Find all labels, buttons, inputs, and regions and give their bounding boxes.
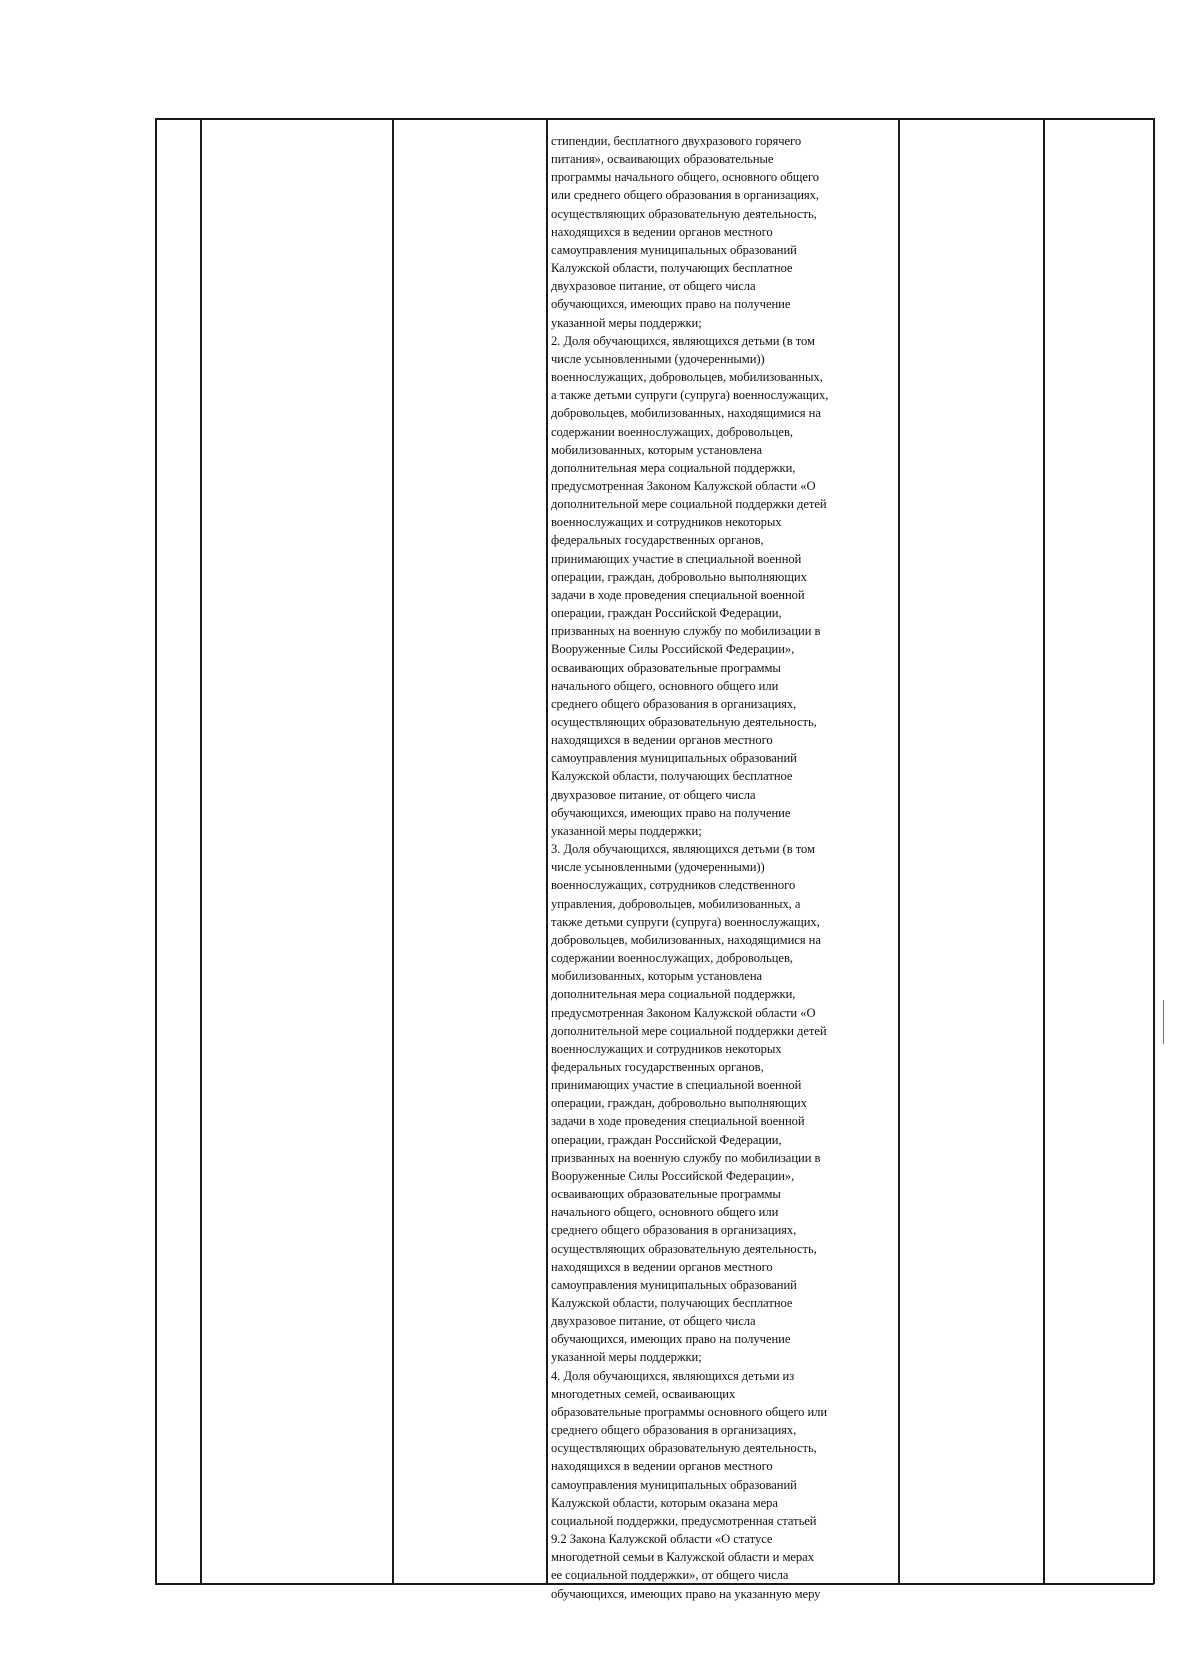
cell-text-line: осваивающих образовательные программы (551, 660, 781, 675)
column-divider-4 (546, 118, 548, 1584)
cell-text-line: мобилизованных, которым установлена (551, 442, 763, 457)
cell-text-line: указанной меры поддержки; (551, 823, 702, 838)
cell-text-line: находящихся в ведении органов местного (551, 1259, 773, 1274)
cell-text-line: самоуправления муниципальных образований (551, 1477, 797, 1492)
cell-text-line: также детьми супруги (супруга) военнослужащих, (551, 914, 820, 929)
cell-text-line: 9.2 Закона Калужской области «О статусе (551, 1532, 773, 1547)
scan-edge-mark (1163, 1000, 1164, 1044)
column-divider-6 (1043, 118, 1045, 1584)
cell-text-line: Калужской области, которым оказана мера (551, 1495, 778, 1510)
cell-text-line: осуществляющих образовательную деятельность, (551, 206, 817, 221)
cell-text-line: образовательные программы основного общего или (551, 1404, 828, 1419)
cell-text-line: 3. Доля обучающихся, являющихся детьми (в том (551, 842, 815, 857)
cell-text-line: добровольцев, мобилизованных, находящимися на (551, 406, 821, 421)
cell-text-line: двухразовое питание, от общего числа (551, 1314, 756, 1329)
cell-text-line: обучающихся, имеющих право на получение (551, 1332, 791, 1347)
cell-text-line: дополнительной мере социальной поддержки детей (551, 497, 827, 512)
cell-text-line: находящихся в ведении органов местного (551, 1459, 773, 1474)
cell-text-line: принимающих участие в специальной военной (551, 1078, 802, 1093)
cell-text-line: дополнительная мера социальной поддержки, (551, 460, 796, 475)
cell-text-line: операции, граждан, добровольно выполняющих (551, 569, 807, 584)
cell-text-line: находящихся в ведении органов местного (551, 224, 773, 239)
cell-text-line: питания», осваивающих образовательные (551, 152, 774, 167)
cell-text-line: военнослужащих, сотрудников следственного (551, 878, 796, 893)
cell-text-line: военнослужащих, добровольцев, мобилизованных, (551, 370, 823, 385)
cell-text-line: многодетных семей, осваивающих (551, 1386, 736, 1401)
cell-text-line: управления, добровольцев, мобилизованных, а (551, 896, 801, 911)
cell-text-line: дополнительной мере социальной поддержки детей (551, 1023, 827, 1038)
column-divider-7 (1153, 118, 1155, 1584)
cell-text-line: обучающихся, имеющих право на получение (551, 297, 791, 312)
cell-text-line: стипендии, бесплатного двухразового горячего (551, 134, 802, 148)
cell-text-line: находящихся в ведении органов местного (551, 733, 773, 748)
cell-text-line: федеральных государственных органов, (551, 1059, 764, 1074)
cell-text-line: задачи в ходе проведения специальной военной (551, 1114, 805, 1129)
cell-text-line: Калужской области, получающих бесплатное (551, 769, 793, 784)
cell-text-line: обучающихся, имеющих право на указанную меру (551, 1586, 821, 1601)
cell-text-line: военнослужащих и сотрудников некоторых (551, 1041, 782, 1056)
cell-text-line: самоуправления муниципальных образований (551, 1277, 797, 1292)
cell-text-line: Калужской области, получающих бесплатное (551, 1296, 793, 1310)
cell-text-line: осуществляющих образовательную деятельность, (551, 1241, 817, 1256)
cell-text-line: а также детьми супруги (супруга) военнослужащих, (551, 388, 829, 403)
cell-text-line: содержании военнослужащих, добровольцев, (551, 951, 793, 966)
cell-text-line: двухразовое питание, от общего числа (551, 279, 756, 294)
cell-text-line: мобилизованных, которым установлена (551, 969, 763, 984)
column-divider-2 (200, 118, 202, 1584)
cell-text-line: военнослужащих и сотрудников некоторых (551, 515, 782, 530)
cell-text-line: 2. Доля обучающихся, являющихся детьми (в том (551, 333, 815, 348)
cell-text-line: числе усыновленными (удочеренными)) (551, 351, 765, 366)
cell-text-line: призванных на военную службу по мобилизации в (551, 624, 821, 639)
cell-text-line: начального общего, основного общего или (551, 678, 779, 693)
cell-text-line: начального общего, основного общего или (551, 1205, 779, 1220)
indicator-cell-text (551, 132, 896, 1601)
column-divider-1 (155, 118, 157, 1584)
cell-text-line: указанной меры поддержки; (551, 1350, 702, 1365)
cell-text-line: или среднего общего образования в организациях, (551, 188, 819, 203)
column-divider-3 (392, 118, 394, 1584)
column-divider-5 (898, 118, 900, 1584)
cell-text-line: многодетной семьи в Калужской области и мерах (551, 1550, 814, 1565)
cell-text-line: призванных на военную службу по мобилизации в (551, 1150, 821, 1165)
cell-text-line: принимающих участие в специальной военной (551, 551, 802, 566)
cell-text-line: Калужской области, получающих бесплатное (551, 261, 793, 276)
cell-text-line: операции, граждан Российской Федерации, (551, 1132, 782, 1147)
cell-text-line: указанной меры поддержки; (551, 315, 702, 330)
cell-text-line: предусмотренная Законом Калужской области «О (551, 1005, 816, 1020)
cell-text-line: дополнительная мера социальной поддержки, (551, 987, 796, 1002)
cell-text-line: среднего общего образования в организациях, (551, 1423, 797, 1438)
cell-text-line: федеральных государственных органов, (551, 533, 764, 548)
cell-text-line: двухразовое питание, от общего числа (551, 787, 756, 802)
cell-text-line: операции, граждан Российской Федерации, (551, 606, 782, 621)
cell-text-line: среднего общего образования в организациях, (551, 1223, 797, 1238)
cell-text-line: задачи в ходе проведения специальной военной (551, 587, 805, 602)
cell-text-line: ее социальной поддержки», от общего числа (551, 1568, 789, 1583)
cell-text-line: осуществляющих образовательную деятельность, (551, 715, 817, 729)
cell-text-line: 4. Доля обучающихся, являющихся детьми из (551, 1368, 795, 1383)
cell-text-line: добровольцев, мобилизованных, находящимися на (551, 932, 821, 947)
cell-text-line: обучающихся, имеющих право на получение (551, 805, 791, 820)
cell-text-line: самоуправления муниципальных образований (551, 751, 797, 766)
cell-text-line: осваивающих образовательные программы (551, 1187, 781, 1202)
cell-text-line: социальной поддержки, предусмотренная статьей (551, 1513, 817, 1528)
table-top-border (155, 118, 1154, 120)
cell-text-line: самоуправления муниципальных образований (551, 242, 797, 257)
cell-text-line: Вооруженные Силы Российской Федерации», (551, 642, 795, 657)
cell-text-line: Вооруженные Силы Российской Федерации», (551, 1168, 795, 1183)
cell-text-line: среднего общего образования в организациях, (551, 696, 797, 711)
cell-text-line: содержании военнослужащих, добровольцев, (551, 424, 793, 439)
cell-text-line: осуществляющих образовательную деятельность, (551, 1441, 817, 1456)
cell-text-line: числе усыновленными (удочеренными)) (551, 860, 765, 875)
cell-text-line: программы начального общего, основного общего (551, 170, 819, 185)
cell-text-line: предусмотренная Законом Калужской области «О (551, 478, 816, 493)
cell-text-line: операции, граждан, добровольно выполняющих (551, 1096, 807, 1111)
